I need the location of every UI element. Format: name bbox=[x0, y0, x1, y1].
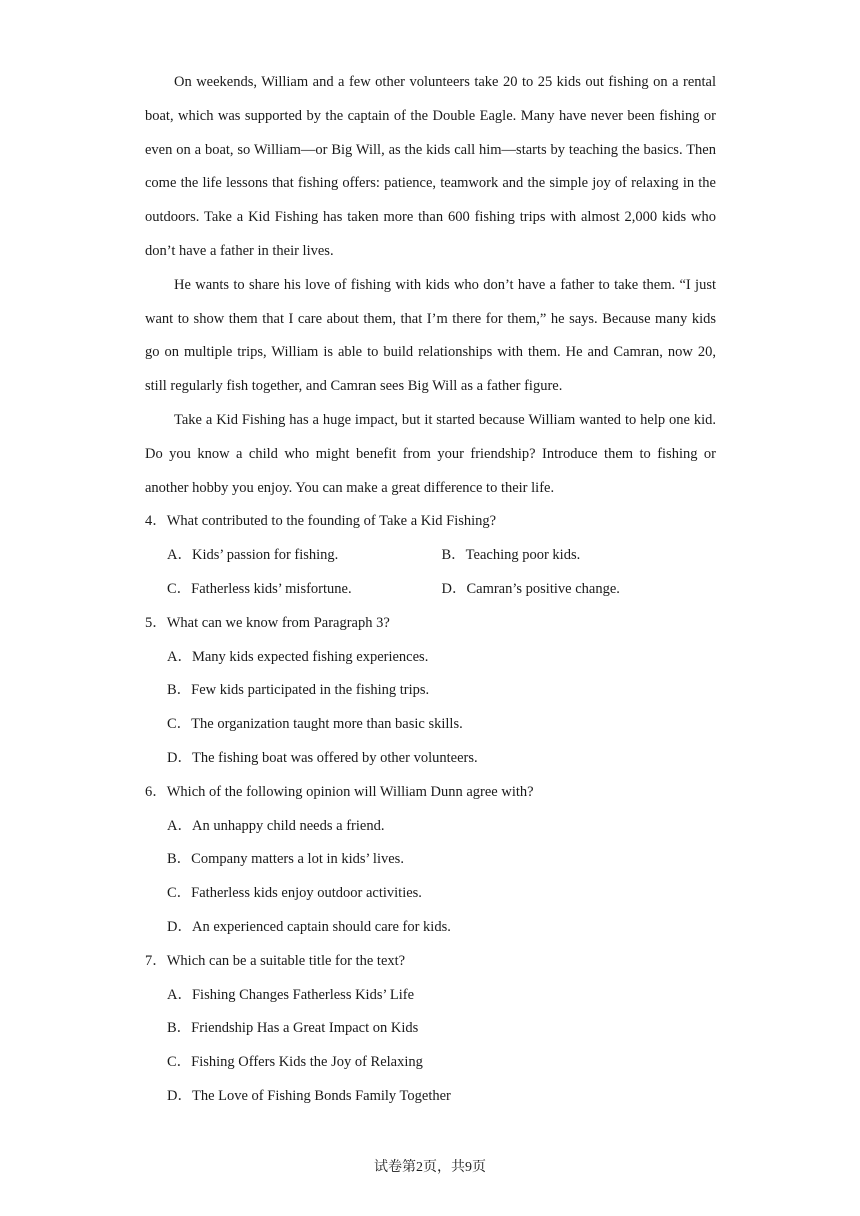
option-b[interactable]: B．Friendship Has a Great Impact on Kids bbox=[167, 1020, 419, 1037]
option-a[interactable]: A．Many kids expected fishing experiences. bbox=[167, 648, 429, 665]
question-5 bbox=[145, 607, 716, 776]
question-stem: 7．Which can be a suitable title for the text? bbox=[145, 952, 406, 969]
question-stem: 4．What contributed to the founding of Take a Kid Fishing? bbox=[145, 513, 497, 530]
page-footer: 试卷第2页，共9页 bbox=[374, 1160, 486, 1175]
option-a[interactable]: A．Fishing Changes Fatherless Kids’ Life bbox=[167, 986, 415, 1003]
question-stem: 6．Which of the following opinion will William Dunn agree with? bbox=[145, 783, 534, 800]
passage-paragraph: On weekends, William and a few other volunteers take 20 to 25 kids out fishing on a rental boat, which was supported by the captain of the Double Eagle. Many have never been fishing or even on a boat, so William—or Big Will, as the kids call him—starts by teaching the basics. Then come the life lessons that fishing offers: patience, teamwork and the simple joy of relaxing in the outdoors. Take a Kid Fishing has taken more than 600 fishing trips with almost 2,000 kids who don’t have a father in their lives. bbox=[145, 74, 716, 259]
option-a[interactable]: A．An unhappy child needs a friend. bbox=[167, 817, 385, 834]
option-c[interactable]: C．Fishing Offers Kids the Joy of Relaxing bbox=[167, 1054, 423, 1071]
option-a[interactable]: A．Kids’ passion for fishing. bbox=[167, 547, 339, 564]
option-d[interactable]: D．Camran’s positive change. bbox=[441, 580, 620, 597]
option-b[interactable]: B．Few kids participated in the fishing trips. bbox=[167, 682, 430, 699]
question-7 bbox=[145, 945, 716, 1114]
passage-paragraph: Take a Kid Fishing has a huge impact, but it started because William wanted to help one kid. Do you know a child who might benefit from your friendship? Introduce them to fishing or another hobby you enjoy. You can make a great difference to their life. bbox=[145, 411, 716, 496]
option-d[interactable]: D．An experienced captain should care for kids. bbox=[167, 918, 451, 935]
option-c[interactable]: C．Fatherless kids’ misfortune. bbox=[167, 580, 352, 597]
option-c[interactable]: C．The organization taught more than basic skills. bbox=[167, 716, 463, 733]
option-b[interactable]: B．Teaching poor kids. bbox=[441, 547, 581, 564]
options-row bbox=[145, 573, 716, 607]
question-stem: 5．What can we know from Paragraph 3? bbox=[145, 614, 390, 631]
option-b[interactable]: B．Company matters a lot in kids’ lives. bbox=[167, 851, 404, 868]
passage-paragraph: He wants to share his love of fishing with kids who don’t have a father to take them. “I just want to show them that I care about them, that I’m there for them,” he says. Because many kids go on multiple trips, William is able to build relationships with them. He and Camran, now 20, still regularly fish together, and Camran sees Big Will as a father figure. bbox=[145, 276, 716, 395]
option-d[interactable]: D．The Love of Fishing Bonds Family Together bbox=[167, 1087, 451, 1104]
question-4 bbox=[145, 505, 716, 606]
options-row bbox=[145, 539, 716, 573]
question-6 bbox=[145, 776, 716, 945]
option-d[interactable]: D．The fishing boat was offered by other volunteers. bbox=[167, 749, 478, 766]
page-content bbox=[145, 66, 716, 1114]
option-c[interactable]: C．Fatherless kids enjoy outdoor activities. bbox=[167, 885, 422, 902]
